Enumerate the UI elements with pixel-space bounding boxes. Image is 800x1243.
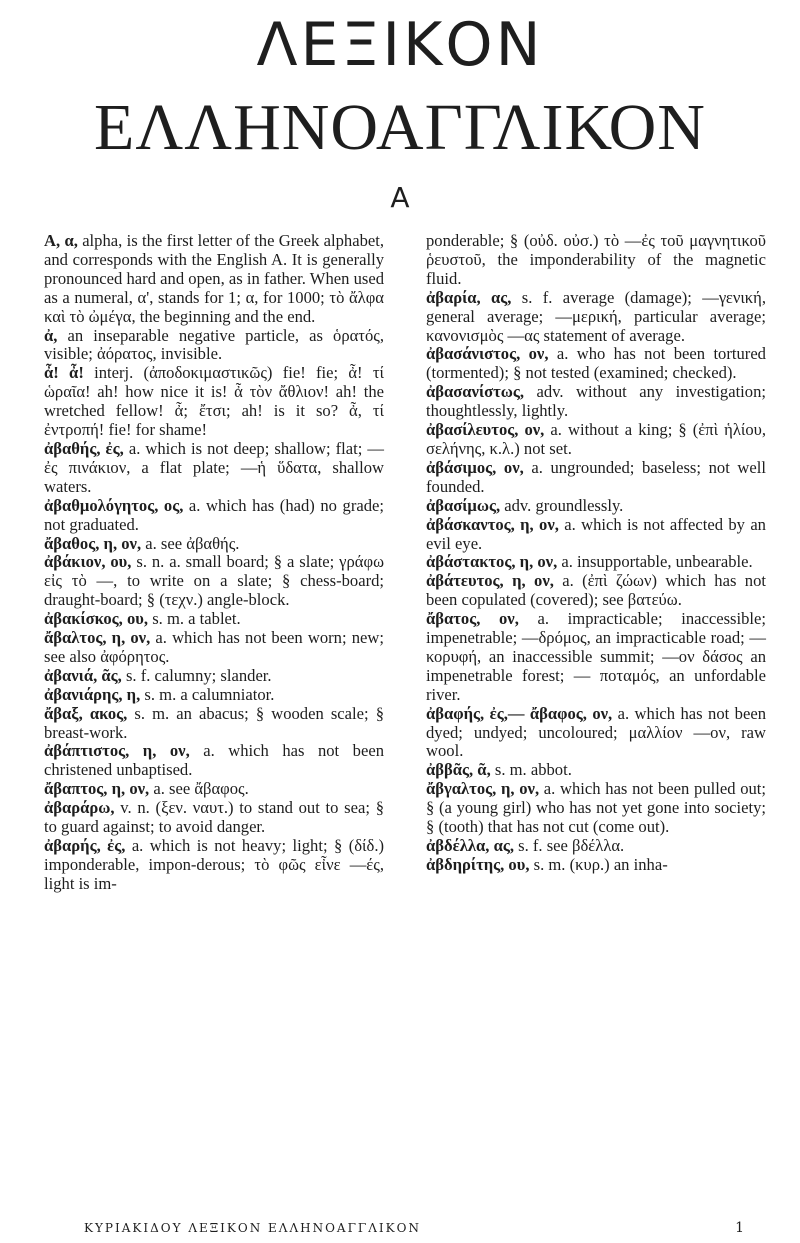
headword: ἀβάστακτος, η, ον, <box>426 552 558 572</box>
dictionary-entry <box>426 705 766 762</box>
headword: ἀβάτευτος, η, ον, <box>426 571 554 591</box>
dictionary-entry <box>426 553 766 572</box>
dictionary-entry <box>44 667 384 686</box>
definition: s. f. see βδέλλα. <box>513 836 625 855</box>
headword: ἀβανιά, ᾶς, <box>44 665 122 685</box>
dictionary-entry <box>426 837 766 856</box>
definition: a. see ἀβαθής. <box>141 533 240 553</box>
headword: ἀβανιάρης, η, <box>44 684 141 704</box>
dictionary-entry <box>426 345 766 383</box>
dictionary-entry <box>44 364 384 440</box>
definition: adv. groundlessly. <box>500 495 624 515</box>
definition: a. which is not heavy; light; § (δίδ.) imponderable, impon-derous; τὸ φῶς εἶνε —ές, light is im- <box>44 836 385 893</box>
definition: a. which is not affected by an evil eye. <box>426 514 766 553</box>
definition: a. which has not been pulled out; § (a young girl) who has not yet gone into society; § (tooth) that has not cut (come out). <box>426 779 767 837</box>
headword: ἀβαράρω, <box>44 798 115 818</box>
definition: v. n. (ξεν. ναυτ.) to stand out to sea; § to guard against; to avoid danger. <box>44 798 384 837</box>
headword: ἀβασίμως, <box>426 495 501 515</box>
headword: ἀβάσκαντος, η, ον, <box>426 514 559 534</box>
page-number: 1 <box>735 1220 744 1236</box>
dictionary-entry <box>426 780 766 837</box>
dictionary-entry <box>426 232 766 289</box>
definition: a. which has not been christened unbaptised. <box>44 741 384 780</box>
definition: s. n. a. small board; § a slate; γράφω εἰς τὸ —, to write on a slate; § chess-board; draught-board; § (τεχν.) angle-block. <box>44 552 384 610</box>
dictionary-entry <box>426 383 766 421</box>
footer-title: ΚΥΡΙΑΚΙΔΟΥ ΛΕΞΙΚΟΝ ΕΛΛΗΝΟΑΓΓΛΙΚΟΝ <box>84 1221 421 1235</box>
dictionary-entry <box>44 837 384 894</box>
headword: ἆ! ἆ! <box>44 363 84 383</box>
dictionary-entry <box>426 572 766 610</box>
headword: ἀβασανίστως, <box>426 382 525 402</box>
dictionary-entry <box>44 553 384 610</box>
definition: s. m. abbot. <box>490 760 572 780</box>
definition: s. m. (κυρ.) an inha- <box>529 854 668 874</box>
dictionary-entry <box>44 799 384 837</box>
headword: ἄβατος, ον, <box>426 609 519 629</box>
dictionary-entry <box>426 421 766 459</box>
definition: s. m. a calumniator. <box>140 684 275 704</box>
headword: ἄβαπτος, η, ον, <box>44 779 150 799</box>
dictionary-entry <box>44 440 384 497</box>
dictionary-entry <box>426 459 766 497</box>
dictionary-entry <box>426 761 766 780</box>
dictionary-entry <box>44 742 384 780</box>
definition: a. insupportable, unbearable. <box>557 552 753 572</box>
dictionary-entry <box>44 232 384 327</box>
headword: ἀβδέλλα, ας, <box>426 836 514 855</box>
dictionary-entry <box>44 497 384 535</box>
dictionary-entry <box>44 629 384 667</box>
headword: ἀβασίλευτος, ον, <box>426 420 545 440</box>
headword: ἀβάπτιστος, η, ον, <box>44 741 190 761</box>
definition: adv. without any investigation; thoughtlessly, lightly. <box>426 382 766 421</box>
dictionary-entry <box>426 610 766 705</box>
dictionary-entry <box>44 535 384 554</box>
dictionary-title-top: ΛΕΞΙΚΟΝ <box>256 10 544 80</box>
definition: ponderable; § (οὐδ. οὐσ.) τὸ —ἐς τοῦ μαγνητικοῦ ῥευστοῦ, the imponderability of the magnetic fluid. <box>426 231 766 288</box>
left-column <box>44 232 384 894</box>
definition: a. (ἐπὶ ζώων) which has not been copulated (covered); see βατεύω. <box>426 571 766 610</box>
definition: s. f. calumny; slander. <box>121 665 272 685</box>
definition: s. m. a tablet. <box>148 609 241 629</box>
headword: ἀβαρία, ας, <box>426 287 512 307</box>
headword: ἄβαξ, ακος, <box>44 703 128 723</box>
definition: a. which has not been worn; new; see also ἀφόρητος. <box>44 628 384 666</box>
definition: s. m. an abacus; § wooden scale; § breast-work. <box>44 703 385 742</box>
definition: a. which is not deep; shallow; flat; —ἐς πινάκιον, a flat plate; —ἡ ὕδατα, shallow waters. <box>44 438 384 496</box>
headword: ἀβάσιμος, ον, <box>426 457 524 477</box>
headword: ἄβαλτος, η, ον, <box>44 628 151 648</box>
definition: alpha, is the first letter of the Greek alphabet, and corresponds with the English A. It is generally pronounced hard and open, as in father. When used as a numeral, α', stands for 1; α, for 1000; τὸ ἄλφα καὶ τὸ ὠμέγα, the beginning and the end. <box>44 231 384 326</box>
definition: a. who has not been tortured (tormented); § not tested (examined; checked). <box>426 344 766 383</box>
headword: ἀβαθμολόγητος, ος, <box>44 495 184 515</box>
dictionary-entry <box>44 327 384 365</box>
headword: ἀβδηρίτης, ου, <box>426 854 530 874</box>
headword: ἀβαθής, ἐς, <box>44 438 124 458</box>
definition: a. impracticable; inaccessible; impenetrable; —δρόμος, an impracticable road; — κορυφή, an inaccessible summit; —ον δάσος an impenetrable forest; — ποταμός, an unfordable river. <box>426 609 767 704</box>
headword: ἀβακίσκος, ου, <box>44 609 149 629</box>
dictionary-entry <box>44 686 384 705</box>
dictionary-entry <box>44 610 384 629</box>
definition: a. see ἄβαφος. <box>149 779 249 799</box>
headword: ἀββᾶς, ᾶ, <box>426 760 491 780</box>
headword: Α, α, <box>44 231 78 250</box>
dictionary-entry <box>426 497 766 516</box>
headword: ἀβαρής, ἐς, <box>44 836 126 855</box>
definition: s. f. average (damage); —γενική, general average; —μερική, particular average; κανονισμὸς —ας statement of average. <box>426 287 766 345</box>
headword: ἀ, <box>44 325 58 345</box>
dictionary-entry <box>44 780 384 799</box>
section-letter: Α <box>390 181 410 214</box>
headword: ἄβγαλτος, η, ον, <box>426 779 540 799</box>
dictionary-title-main: ΕΛΛΗΝΟΑΓΓΛΙΚΟΝ <box>94 91 706 164</box>
dictionary-entry <box>426 516 766 554</box>
definition: a. which has (had) no grade; not graduated. <box>44 495 384 534</box>
headword: ἀβάκιον, ου, <box>44 552 132 572</box>
headword: ἀβαφής, ἐς,— ἄβαφος, ον, <box>426 703 613 723</box>
dictionary-entry <box>426 289 766 346</box>
right-column <box>426 232 766 875</box>
headword: ἄβαθος, η, ον, <box>44 533 142 553</box>
definition: an inseparable negative particle, as ὁρατός, visible; ἀόρατος, invisible. <box>44 325 384 364</box>
headword: ἀβασάνιστος, ον, <box>426 344 549 364</box>
definition: interj. (ἀποδοκιμαστικῶς) fie! fie; ἆ! τί ὡραῖα! ah! how nice it is! ἆ τὸν ἄθλιον! ah! the wretched fellow! ἆ; ἔτσι; ah! is it so? ἆ, τί ἐντροπή! fie! for shame! <box>44 363 384 440</box>
dictionary-entry <box>426 856 766 875</box>
page-footer <box>84 1220 744 1236</box>
definition: a. without a king; § (ἐπὶ ἡλίου, σελήνης, κ.λ.) not set. <box>426 420 766 458</box>
definition: a. which has not been dyed; undyed; uncoloured; μαλλίον —ον, raw wool. <box>426 703 766 761</box>
dictionary-entry <box>44 705 384 743</box>
definition: a. ungrounded; baseless; not well founded. <box>426 457 766 496</box>
